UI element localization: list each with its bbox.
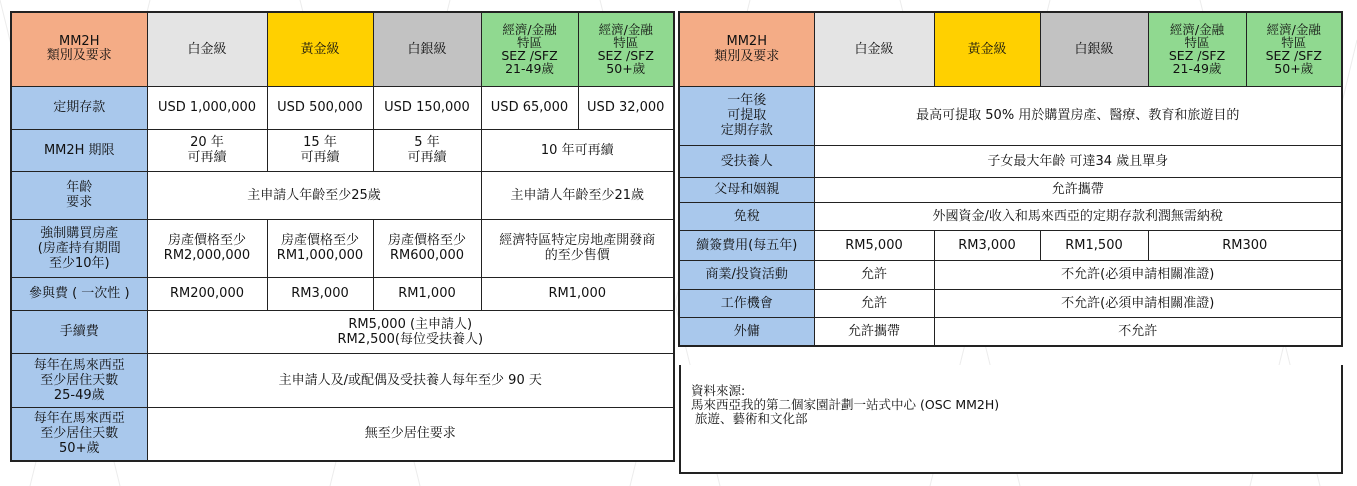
row-label-property: 強制購買房產 (房產持有期間 至少10年) bbox=[11, 219, 147, 277]
header-gold: 黃金級 bbox=[267, 12, 373, 86]
row-label-stay-25-49: 每年在馬來西亞 至少居住天數 25-49歲 bbox=[11, 353, 147, 407]
table-row bbox=[679, 260, 1342, 289]
tax-value: 外國資金/收入和馬來西亞的定期存款利潤無需納稅 bbox=[814, 202, 1342, 230]
header-sez-21-49: 經濟/金融 特區 SEZ /SFZ 21-49歲 bbox=[481, 12, 578, 86]
term-sez: 10 年可再續 bbox=[481, 129, 674, 171]
deposit-sez-21-49: USD 65,000 bbox=[481, 86, 578, 129]
source-line-1: 馬來西亞我的第二個家園計劃一站式中心 (OSC MM2H) bbox=[691, 397, 1000, 412]
table-row bbox=[11, 310, 674, 353]
row-label-age: 年齡 要求 bbox=[11, 171, 147, 219]
table-row bbox=[11, 86, 674, 129]
deposit-gold: USD 500,000 bbox=[267, 86, 373, 129]
header-row bbox=[11, 12, 674, 86]
fee-gold: RM3,000 bbox=[267, 277, 373, 310]
fee-sez: RM1,000 bbox=[481, 277, 674, 310]
deposit-sez-50plus: USD 32,000 bbox=[578, 86, 674, 129]
visa-sez: RM300 bbox=[1148, 230, 1342, 260]
table-row bbox=[11, 277, 674, 310]
header-silver: 白銀級 bbox=[1040, 12, 1148, 86]
maid-others: 不允許 bbox=[934, 317, 1342, 346]
age-sez: 主申請人年齡至少21歲 bbox=[481, 171, 674, 219]
header-platinum: 白金級 bbox=[814, 12, 934, 86]
table-row bbox=[679, 289, 1342, 317]
header-sez-21-49: 經濟/金融 特區 SEZ /SFZ 21-49歲 bbox=[1148, 12, 1246, 86]
dependents-value: 子女最大年齡 可達34 歲且單身 bbox=[814, 145, 1342, 177]
table-row bbox=[679, 177, 1342, 202]
property-gold: 房產價格至少 RM1,000,000 bbox=[267, 219, 373, 277]
term-silver: 5 年 可再續 bbox=[373, 129, 481, 171]
fee-silver: RM1,000 bbox=[373, 277, 481, 310]
header-sez-50plus: 經濟/金融 特區 SEZ /SFZ 50+歲 bbox=[578, 12, 674, 86]
business-platinum: 允許 bbox=[814, 260, 934, 289]
header-category: MM2H 類別及要求 bbox=[679, 12, 814, 86]
table-row bbox=[679, 317, 1342, 346]
table-row bbox=[11, 171, 674, 219]
deposit-silver: USD 150,000 bbox=[373, 86, 481, 129]
handling-value: RM5,000 (主申請人) RM2,500(每位受扶養人) bbox=[147, 310, 674, 353]
header-row bbox=[679, 12, 1342, 86]
visa-gold: RM3,000 bbox=[934, 230, 1040, 260]
header-platinum: 白金級 bbox=[147, 12, 267, 86]
visa-silver: RM1,500 bbox=[1040, 230, 1148, 260]
stay-50plus-value: 無至少居住要求 bbox=[147, 407, 674, 461]
row-label-tax: 免稅 bbox=[679, 202, 814, 230]
row-label-fee: 參與費 ( 一次性 ) bbox=[11, 277, 147, 310]
table-row bbox=[11, 353, 674, 407]
row-label-dependents: 受扶養人 bbox=[679, 145, 814, 177]
row-label-deposit: 定期存款 bbox=[11, 86, 147, 129]
header-category: MM2H 類別及要求 bbox=[11, 12, 147, 86]
property-platinum: 房產價格至少 RM2,000,000 bbox=[147, 219, 267, 277]
work-platinum: 允許 bbox=[814, 289, 934, 317]
source-line-2: 旅遊、藝術和文化部 bbox=[691, 411, 808, 426]
work-others: 不允許(必須申請相關准證) bbox=[934, 289, 1342, 317]
maid-platinum: 允許攜帶 bbox=[814, 317, 934, 346]
row-label-term: MM2H 期限 bbox=[11, 129, 147, 171]
header-sez-50plus: 經濟/金融 特區 SEZ /SFZ 50+歲 bbox=[1246, 12, 1342, 86]
source-title: 資料來源: bbox=[691, 383, 746, 398]
stay-25-49-value: 主申請人及/或配偶及受扶養人每年至少 90 天 bbox=[147, 353, 674, 407]
withdraw-value: 最高可提取 50% 用於購置房產、醫療、教育和旅遊目的 bbox=[814, 86, 1342, 145]
parents-value: 允許攜帶 bbox=[814, 177, 1342, 202]
source-note bbox=[679, 365, 1343, 474]
row-label-work: 工作機會 bbox=[679, 289, 814, 317]
property-sez: 經濟特區特定房地產開發商 的至少售價 bbox=[481, 219, 674, 277]
row-label-handling: 手續費 bbox=[11, 310, 147, 353]
business-others: 不允許(必須申請相關准證) bbox=[934, 260, 1342, 289]
table-row bbox=[11, 219, 674, 277]
term-gold: 15 年 可再續 bbox=[267, 129, 373, 171]
right-benefits-table bbox=[678, 11, 1343, 347]
row-label-maid: 外傭 bbox=[679, 317, 814, 346]
row-label-parents: 父母和姻親 bbox=[679, 177, 814, 202]
left-requirements-table bbox=[10, 11, 675, 462]
fee-platinum: RM200,000 bbox=[147, 277, 267, 310]
row-label-business: 商業/投資活動 bbox=[679, 260, 814, 289]
row-label-stay-50plus: 每年在馬來西亞 至少居住天數 50+歲 bbox=[11, 407, 147, 461]
deposit-platinum: USD 1,000,000 bbox=[147, 86, 267, 129]
table-row bbox=[679, 202, 1342, 230]
table-row bbox=[11, 129, 674, 171]
header-gold: 黃金級 bbox=[934, 12, 1040, 86]
table-row bbox=[679, 86, 1342, 145]
visa-platinum: RM5,000 bbox=[814, 230, 934, 260]
property-silver: 房產價格至少 RM600,000 bbox=[373, 219, 481, 277]
term-platinum: 20 年 可再續 bbox=[147, 129, 267, 171]
table-row bbox=[679, 230, 1342, 260]
age-main: 主申請人年齡至少25歲 bbox=[147, 171, 481, 219]
row-label-withdraw: 一年後 可提取 定期存款 bbox=[679, 86, 814, 145]
table-row bbox=[679, 145, 1342, 177]
row-label-visa-fee: 續簽費用(每五年) bbox=[679, 230, 814, 260]
header-silver: 白銀級 bbox=[373, 12, 481, 86]
table-row bbox=[11, 407, 674, 461]
